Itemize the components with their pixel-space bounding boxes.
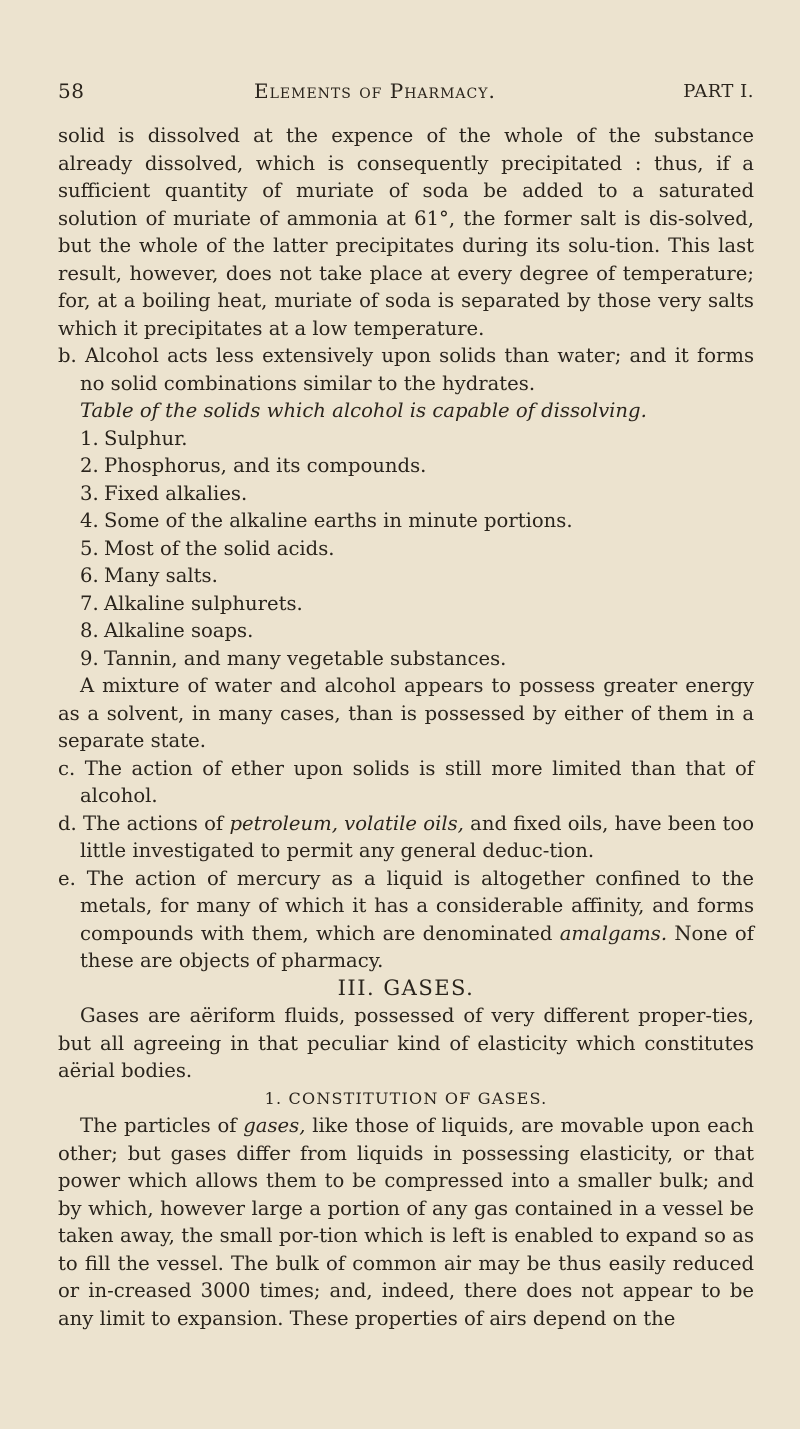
list-item-text: Tannin, and many vegetable substances. bbox=[104, 646, 507, 670]
paragraph-alcohol: b. Alcohol acts less extensively upon solids than water; and it forms no solid combinations similar to the hydrates. bbox=[58, 344, 754, 395]
list-item-text: Sulphur. bbox=[104, 426, 188, 450]
list-item-number: 7. bbox=[80, 591, 99, 615]
list-item bbox=[80, 535, 754, 563]
paragraph-solubility: solid is dissolved at the expence of the whole of the substance already dissolved, which is consequently precipitated : thus, if a sufficient quantity of muriate of soda be added to a saturated solution of muriate of ammonia at 61°, the former salt is dis-solved, but the whole of the latter precipitates during its solu-tion. This last result, however, does not take place at every degree of temperature; for, at a boiling heat, muriate of soda is separated by those very salts which it precipitates at a low temperature. bbox=[58, 124, 754, 340]
list-item-text: Some of the alkaline earths in minute portions. bbox=[104, 509, 573, 532]
paragraph-constitution bbox=[58, 1112, 754, 1332]
paragraph-oils bbox=[58, 810, 754, 865]
list-item-text: Most of the solid acids. bbox=[104, 536, 335, 560]
list-item bbox=[80, 452, 754, 480]
part-label: PART I. bbox=[683, 81, 754, 102]
list-item-text: Alkaline sulphurets. bbox=[104, 591, 303, 615]
list-item bbox=[80, 562, 754, 590]
list-item bbox=[80, 617, 754, 645]
list-item-text: Phosphorus, and its compounds. bbox=[104, 454, 427, 477]
list-item-text: Many salts. bbox=[104, 564, 218, 587]
paragraph-mixture: A mixture of water and alcohol appears to possess greater energy as a solvent, in many cases, than is possessed by either of them in a separate state. bbox=[58, 674, 754, 752]
list-item bbox=[80, 645, 754, 673]
list-item-number: 1. bbox=[80, 426, 99, 450]
table-title: Table of the solids which alcohol is capable of dissolving. bbox=[80, 399, 647, 422]
list-item-number: 2. bbox=[80, 454, 99, 477]
list-item-number: 3. bbox=[80, 481, 99, 505]
text-run: e. The action of mercury as a liquid is altogether confined to the metals, for many of which it has a considerable affinity, and forms compounds with them, which are denominated bbox=[58, 866, 754, 945]
subsection-title: 1. CONSTITUTION OF GASES. bbox=[264, 1088, 548, 1108]
list-item bbox=[80, 480, 754, 508]
paragraph-ether: c. The action of ether upon solids is still more limited than that of alcohol. bbox=[58, 756, 754, 807]
paragraph-gases: Gases are aëriform fluids, possessed of very different proper-ties, but all agreeing in that peculiar kind of elasticity which constitutes aërial bodies. bbox=[58, 1004, 754, 1082]
italic-run: amalgams. bbox=[559, 921, 668, 945]
list-item-number: 9. bbox=[80, 646, 99, 670]
text-run: like those of liquids, are movable upon each other; but gases differ from liquids in possessing elasticity, or that power which allows them to be compressed into a smaller bulk; and by which, however large a portion of any gas contained in a vessel be taken away, the small por-tion which is left is enabled to expand so as to fill the vessel. The bulk of common air may be thus easily reduced or in-creased 3000 times; and, indeed, there does not appear to be any limit to expansion. These properties of airs depend on the bbox=[58, 1114, 754, 1330]
list-item-number: 6. bbox=[80, 564, 99, 587]
list-item-number: 5. bbox=[80, 536, 99, 560]
text-run: The particles of bbox=[80, 1114, 244, 1137]
paragraph-mercury bbox=[58, 865, 754, 975]
page-number: 58 bbox=[58, 79, 85, 103]
list-item-number: 4. bbox=[80, 509, 99, 532]
solids-list bbox=[80, 425, 754, 673]
section-title: III. GASES. bbox=[337, 975, 475, 1000]
page-body bbox=[58, 122, 754, 1332]
list-item bbox=[80, 425, 754, 453]
running-head bbox=[58, 0, 754, 122]
list-item-number: 8. bbox=[80, 619, 99, 642]
text-run: d. The actions of bbox=[58, 811, 230, 835]
text-run: None of these are objects of pharmacy. bbox=[80, 921, 754, 972]
italic-run: gases, bbox=[243, 1114, 306, 1137]
list-item-text: Fixed alkalies. bbox=[104, 481, 248, 505]
italic-run: petroleum, volatile oils, bbox=[229, 811, 464, 835]
list-item-text: Alkaline soaps. bbox=[104, 619, 254, 642]
text-run: and fixed oils, have been too little investigated to permit any general deduc-tion. bbox=[80, 811, 754, 862]
list-item bbox=[80, 590, 754, 618]
list-item bbox=[80, 507, 754, 535]
running-title: Elements of Pharmacy. bbox=[254, 79, 496, 103]
